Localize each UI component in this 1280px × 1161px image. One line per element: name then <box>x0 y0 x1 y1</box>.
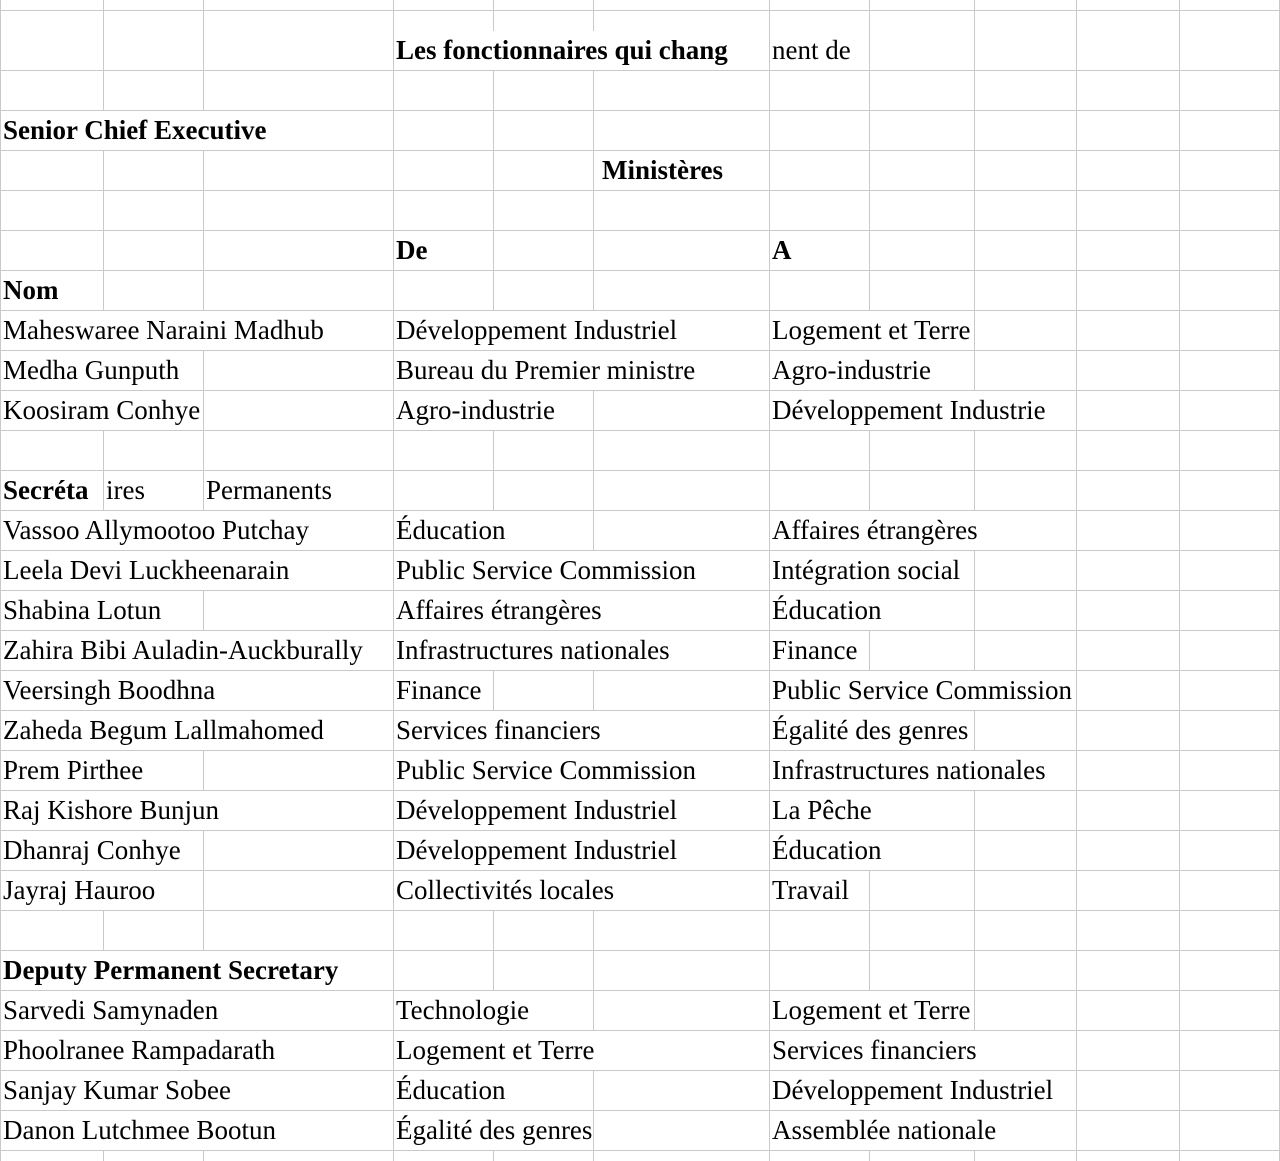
column-group-header-ministeres: Ministères <box>600 151 723 190</box>
table-cell-de: Logement et Terre <box>394 1031 595 1070</box>
table-cell-a: Services financiers <box>770 1031 977 1070</box>
table-cell-de: Collectivités locales <box>394 871 614 910</box>
table-cell-a: Agro-industrie <box>770 351 931 390</box>
table-cell-de: Éducation <box>394 511 505 550</box>
section-heading-deputy-permanent-secretary: Deputy Permanent Secretary <box>1 951 338 990</box>
grid-row-line <box>0 270 1280 271</box>
table-cell-de: Développement Industriel <box>394 311 677 350</box>
table-cell-nom: Veersingh Boodhna <box>1 671 215 710</box>
grid-row-line <box>0 590 1280 591</box>
table-cell-de: Infrastructures nationales <box>394 631 670 670</box>
table-cell-a: Travail <box>770 871 849 910</box>
table-cell-a: Développement Industrie <box>770 391 1046 430</box>
table-cell-nom: Koosiram Conhye <box>1 391 200 430</box>
table-cell-de: Développement Industriel <box>394 791 677 830</box>
table-cell-nom: Sanjay Kumar Sobee <box>1 1071 231 1110</box>
table-cell-a: Finance <box>770 631 857 670</box>
grid-row-line <box>0 470 1280 471</box>
table-cell-a: Logement et Terre <box>770 991 971 1030</box>
document-title-overflow: nent de <box>770 31 851 70</box>
table-cell-de: Développement Industriel <box>394 831 677 870</box>
table-cell-a: Intégration social <box>770 551 960 590</box>
grid-row-line <box>0 230 1280 231</box>
table-cell-nom: Raj Kishore Bunjun <box>1 791 219 830</box>
table-cell-de: Agro-industrie <box>394 391 555 430</box>
table-cell-nom: Medha Gunputh <box>1 351 179 390</box>
table-cell-nom: Zaheda Begum Lallmahomed <box>1 711 324 750</box>
column-header-de: De <box>394 231 427 270</box>
table-cell-nom: Dhanraj Conhye <box>1 831 181 870</box>
grid-row-line <box>0 1150 1280 1151</box>
table-cell-de: Bureau du Premier ministre <box>394 351 695 390</box>
table-cell-nom: Maheswaree Naraini Madhub <box>1 311 324 350</box>
table-cell-a: La Pêche <box>770 791 872 830</box>
section-heading-secretaires: Secréta <box>1 471 103 510</box>
grid-column-line <box>974 0 975 1161</box>
section-heading-secretaires-overflow: ires <box>104 471 145 510</box>
table-cell-a: Infrastructures nationales <box>770 751 1046 790</box>
table-cell-de: Public Service Commission <box>394 551 696 590</box>
table-cell-a: Développement Industriel <box>770 1071 1053 1110</box>
table-cell-nom: Shabina Lotun <box>1 591 161 630</box>
table-cell-nom: Vassoo Allymootoo Putchay <box>1 511 309 550</box>
table-cell-nom: Phoolranee Rampadarath <box>1 1031 275 1070</box>
section-heading-permanents: Permanents <box>204 471 332 510</box>
grid-column-line <box>1179 0 1180 1161</box>
table-cell-de: Affaires étrangères <box>394 591 602 630</box>
table-cell-a: Éducation <box>770 591 881 630</box>
table-cell-de: Finance <box>394 671 481 710</box>
table-cell-nom: Jayraj Hauroo <box>1 871 155 910</box>
table-cell-a: Logement et Terre <box>770 311 971 350</box>
table-cell-a: Assemblée nationale <box>770 1111 996 1150</box>
grid-row-line <box>0 430 1280 431</box>
table-cell-a: Égalité des genres <box>770 711 968 750</box>
column-header-nom: Nom <box>1 271 59 310</box>
grid-column-line <box>1076 0 1077 1161</box>
table-cell-de: Égalité des genres <box>394 1111 592 1150</box>
table-cell-de: Public Service Commission <box>394 751 696 790</box>
document-title: Les fonctionnaires qui chang <box>394 31 769 70</box>
grid-row-line <box>0 910 1280 911</box>
table-cell-nom: Sarvedi Samynaden <box>1 991 218 1030</box>
table-cell-nom: Zahira Bibi Auladin-Auckburally <box>1 631 363 670</box>
column-header-a: A <box>770 231 792 270</box>
grid-row-line <box>0 10 1280 11</box>
table-cell-nom: Prem Pirthee <box>1 751 143 790</box>
table-cell-a: Éducation <box>770 831 881 870</box>
grid-row-line <box>0 870 1280 871</box>
section-heading-senior-chief-executive: Senior Chief Executive <box>1 111 266 150</box>
table-cell-de: Technologie <box>394 991 529 1030</box>
grid-row-line <box>0 190 1280 191</box>
table-cell-nom: Leela Devi Luckheenarain <box>1 551 289 590</box>
table-cell-de: Services financiers <box>394 711 601 750</box>
table-cell-a: Public Service Commission <box>770 671 1072 710</box>
table-cell-de: Éducation <box>394 1071 505 1110</box>
grid-row-line <box>0 70 1280 71</box>
table-cell-nom: Danon Lutchmee Bootun <box>1 1111 276 1150</box>
table-cell-a: Affaires étrangères <box>770 511 978 550</box>
